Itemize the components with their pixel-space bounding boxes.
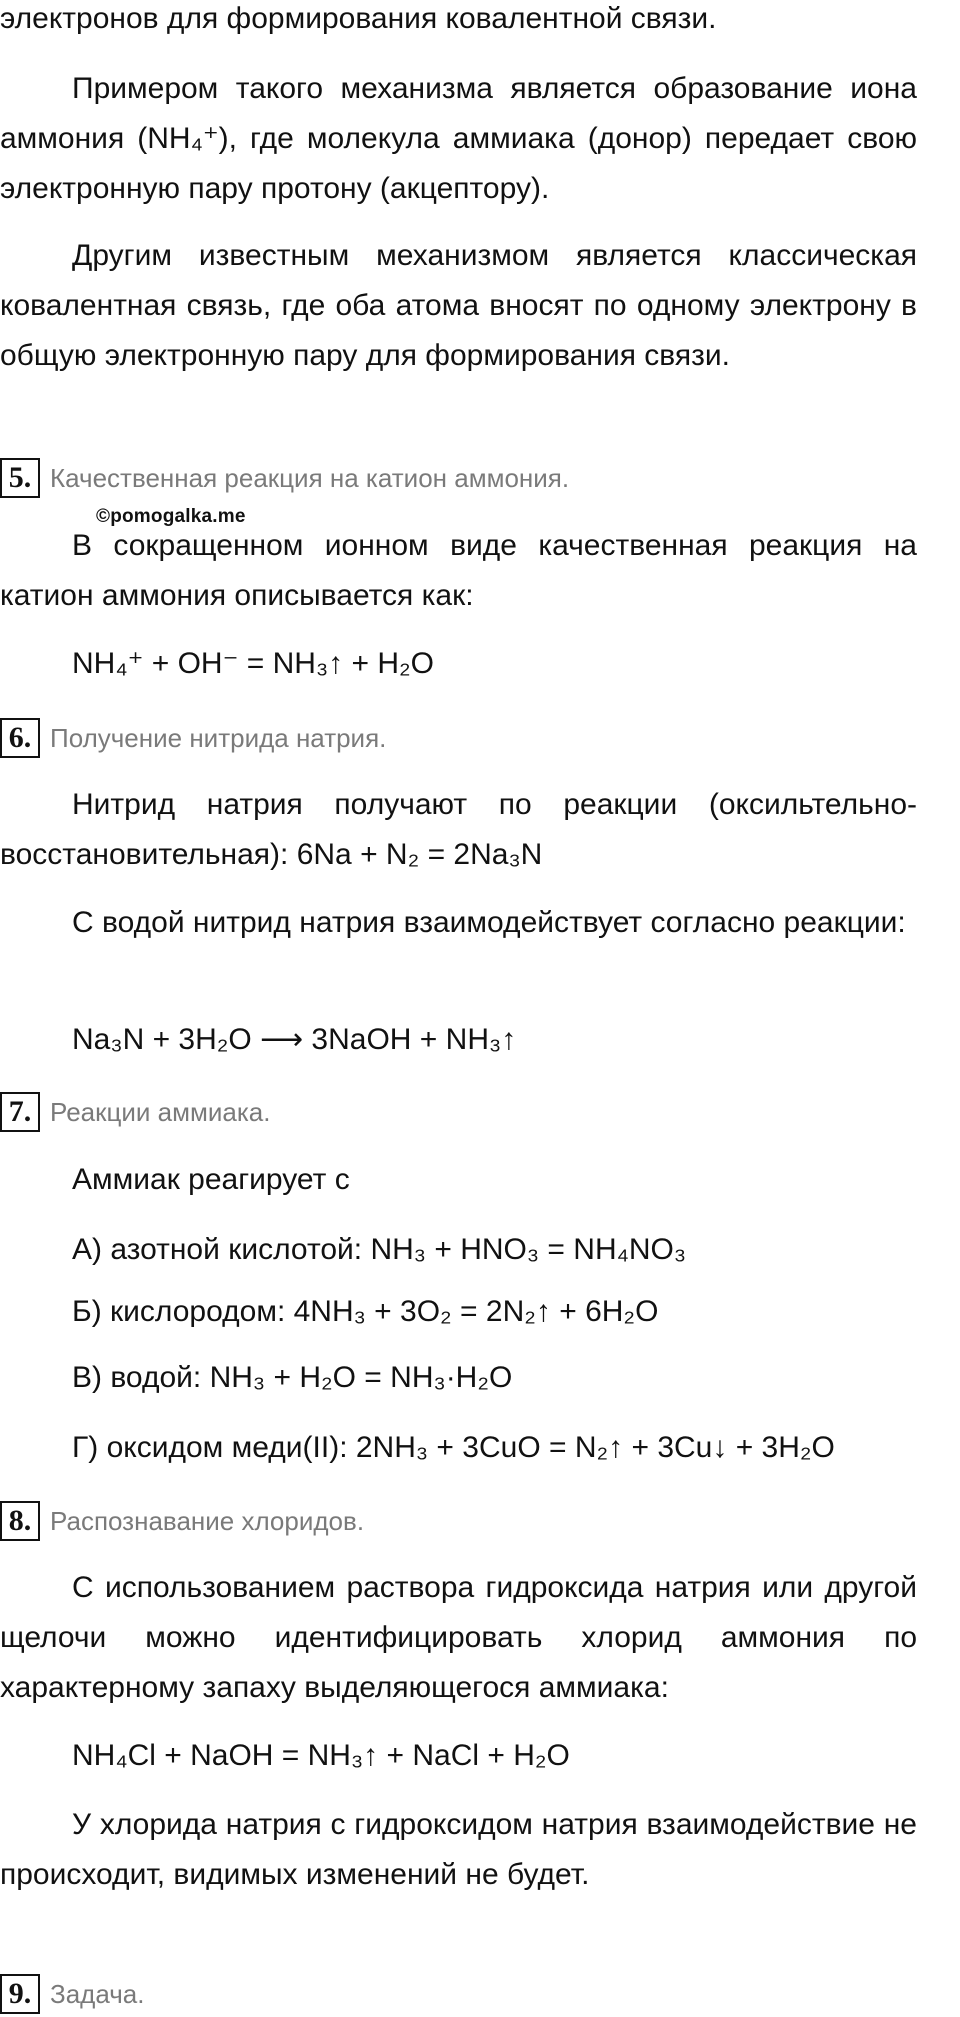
task-6-text-1: Нитрид натрия получают по реакции (оксильтельно-восстановительная): 6Na + N₂ = 2Na₃N: [0, 788, 917, 871]
task-number: 9.: [0, 1974, 40, 2014]
task-number: 5.: [0, 458, 40, 498]
task-5-equation: NH₄⁺ + OH⁻ = NH₃↑ + H₂O: [72, 647, 435, 680]
task-number: 8.: [0, 1501, 40, 1541]
task-6-text-2: С водой нитрид натрия взаимодействует согласно реакции:: [72, 906, 906, 939]
intro-line: электронов для формирования ковалентной связи.: [0, 2, 717, 35]
task-title: Получение нитрида натрия.: [50, 722, 387, 753]
task-8-equation: NH₄Cl + NaOH = NH₃↑ + NaCl + H₂O: [72, 1739, 570, 1772]
task-8-text-2: У хлорида натрия с гидроксидом натрия взаимодействие не происходит, видимых изменений не будет.: [0, 1808, 917, 1891]
task-6-header: [0, 716, 386, 760]
task-8-header: [0, 1499, 364, 1543]
intro-paragraph-2: Другим известным механизмом является классическая ковалентная связь, где оба атома вносят по одному электрону в общую электронную пару для формирования связи.: [0, 239, 917, 372]
task-8-text-1: С использованием раствора гидроксида натрия или другой щелочи можно идентифицировать хлорид аммония по характерному запаху выделяющегося аммиака:: [0, 1571, 917, 1704]
watermark: ©pomogalka.me: [96, 506, 246, 527]
task-7-header: [0, 1090, 270, 1134]
task-title: Задача.: [50, 1978, 145, 2009]
task-6-equation: Na₃N + 3H₂O ⟶ 3NaOH + NH₃↑: [72, 1023, 517, 1056]
reaction-item: Б) кислородом: 4NH₃ + 3O₂ = 2N₂↑ + 6H₂O: [72, 1295, 659, 1328]
task-9-header: [0, 1972, 144, 2016]
task-title: Распознавание хлоридов.: [50, 1505, 365, 1536]
task-7-text: Аммиак реагирует с: [72, 1163, 350, 1196]
task-title: Качественная реакция на катион аммония.: [50, 462, 570, 493]
task-5-text: В сокращенном ионном виде качественная реакция на катион аммония описывается как:: [0, 529, 917, 612]
task-number: 7.: [0, 1092, 40, 1132]
reaction-item: Г) оксидом меди(II): 2NH₃ + 3CuO = N₂↑ + 3Cu↓ + 3H₂O: [72, 1431, 835, 1464]
intro-paragraph-1: Примером такого механизма является образование иона аммония (NH₄⁺), где молекула аммиака (донор) передает свою электронную пару протону (акцептору).: [0, 72, 917, 205]
reaction-item: А) азотной кислотой: NH₃ + HNO₃ = NH₄NO₃: [72, 1233, 687, 1266]
reaction-item: В) водой: NH₃ + H₂O = NH₃·H₂O: [72, 1361, 513, 1394]
task-title: Реакции аммиака.: [50, 1096, 271, 1127]
task-number: 6.: [0, 718, 40, 758]
task-5-header: [0, 456, 569, 500]
